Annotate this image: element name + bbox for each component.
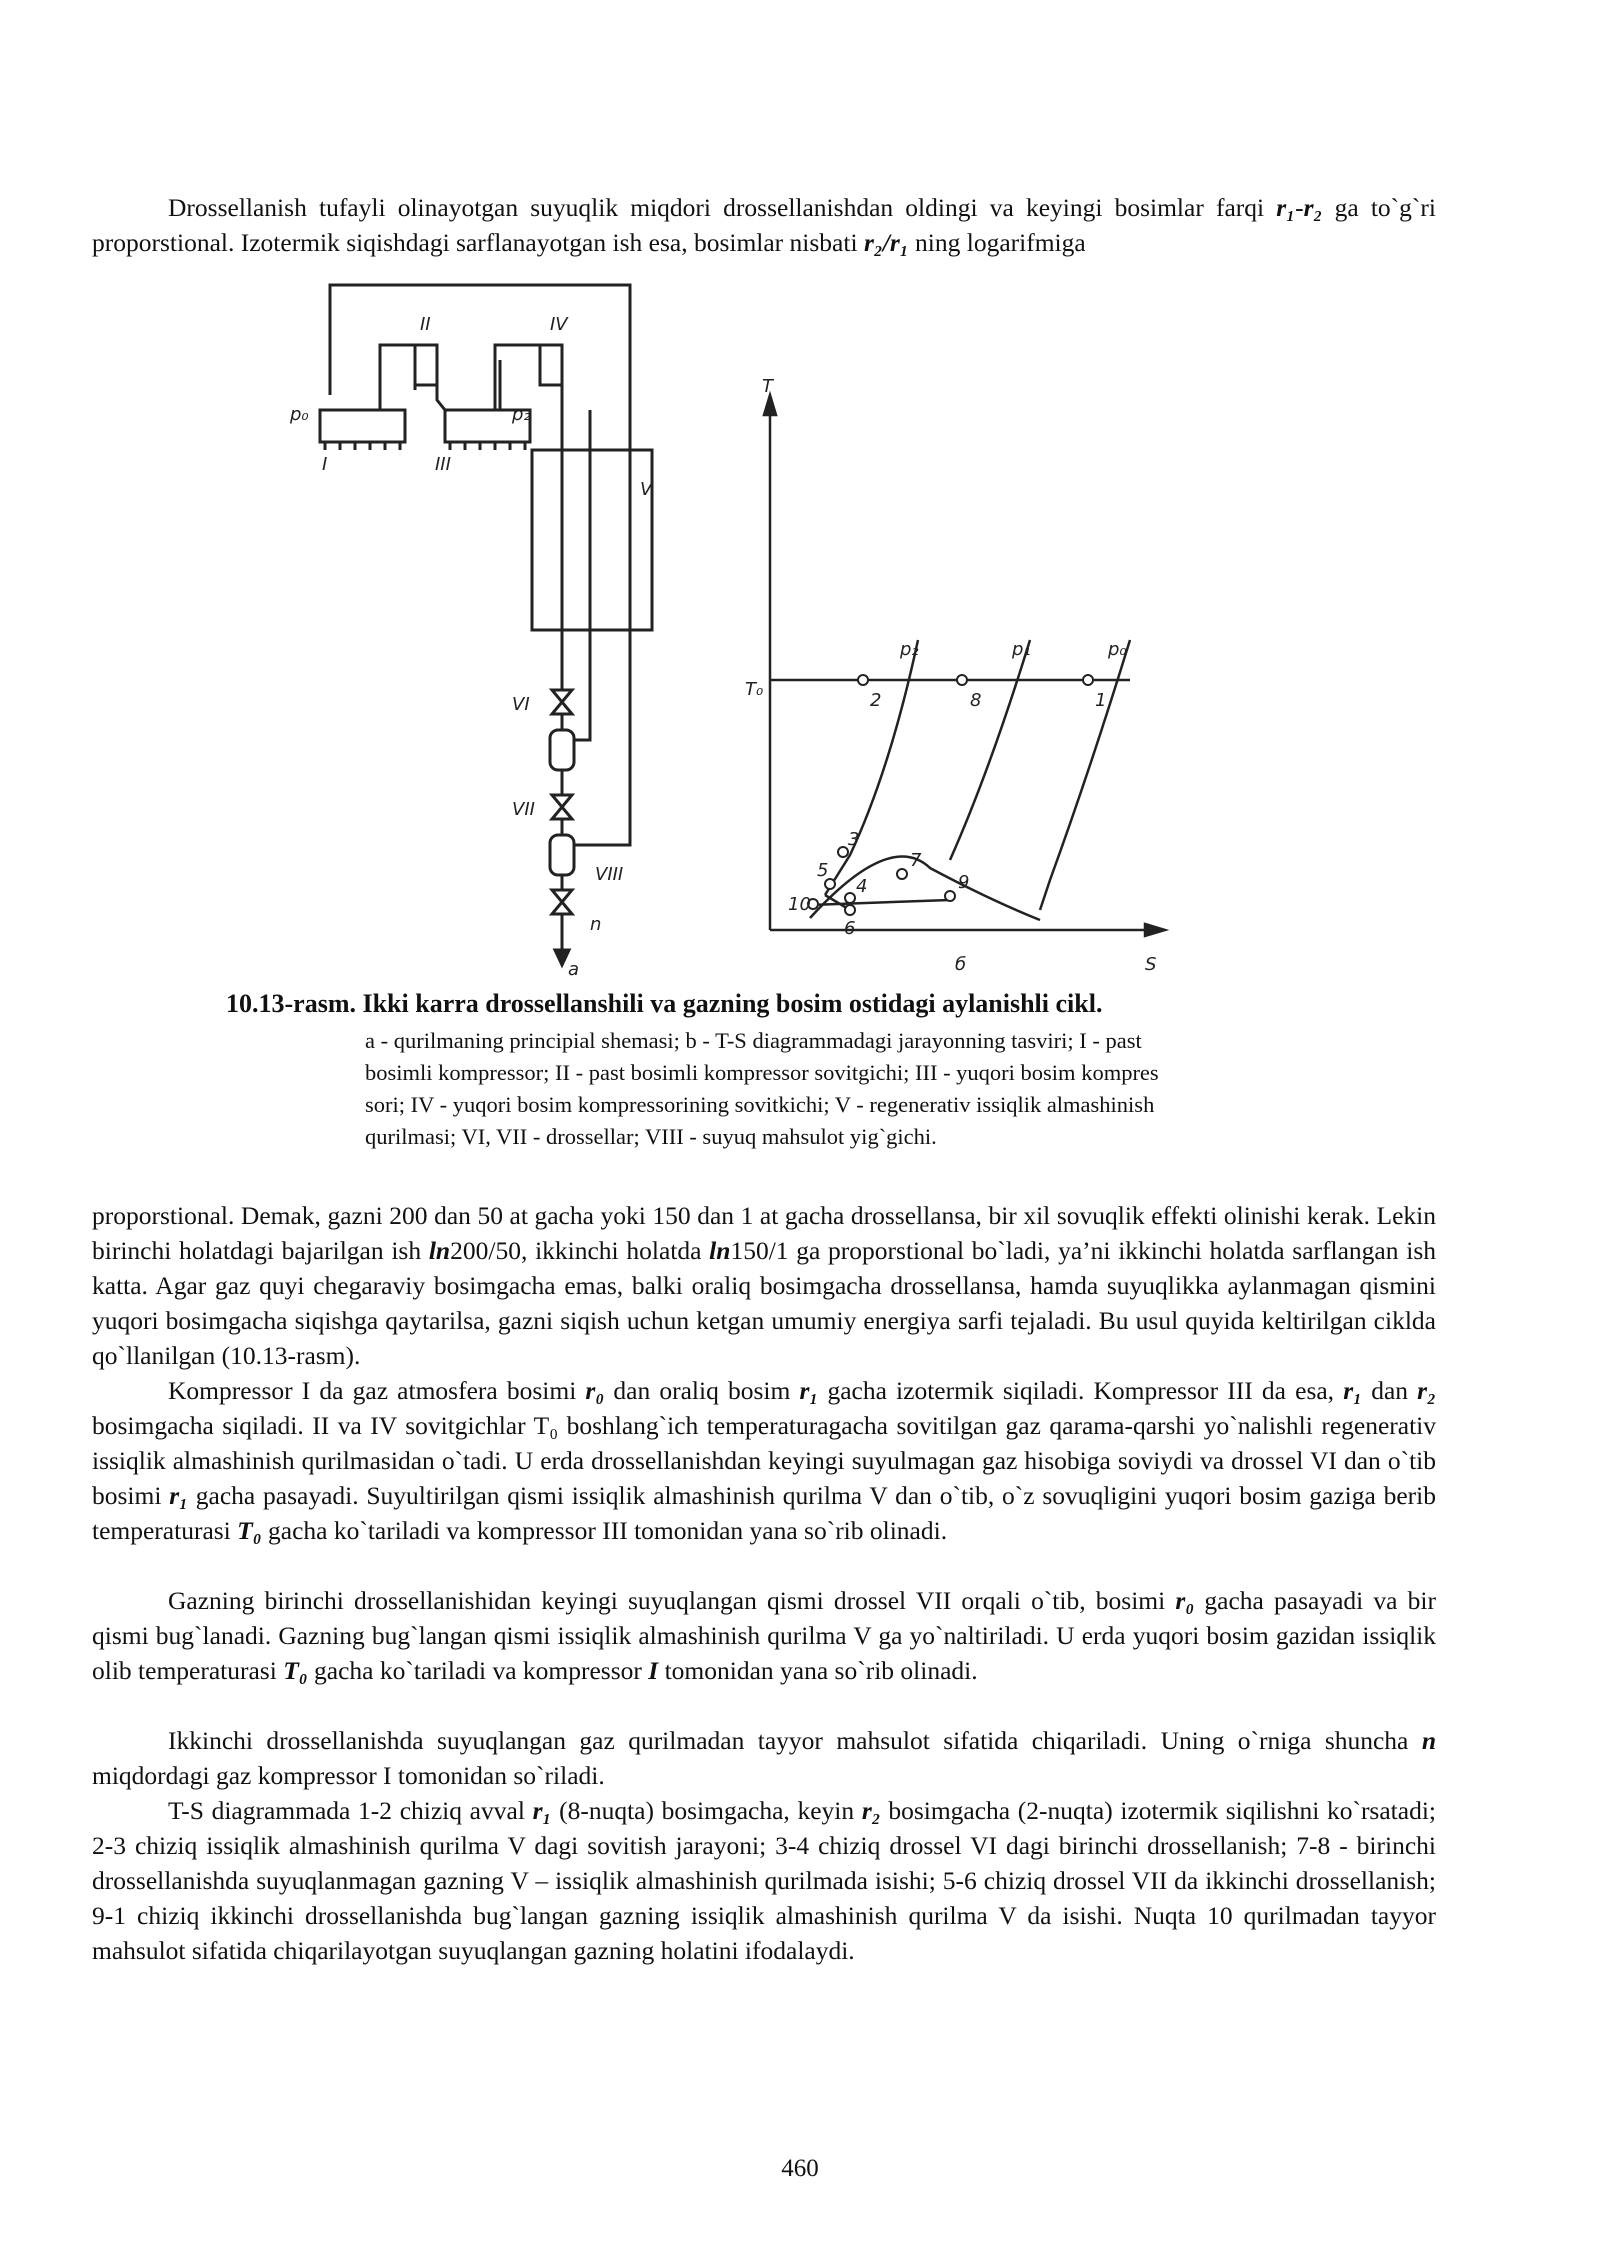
label-VII: VII: [512, 799, 535, 820]
label-V: V: [640, 479, 653, 500]
pt-7: 7: [910, 850, 922, 871]
pt-6: 6: [844, 918, 856, 939]
figure-caption-body: [365, 1025, 1355, 1153]
label-p0: p₀: [290, 404, 309, 425]
compressor-I: [320, 410, 405, 442]
paragraph-4: Gazning birinchi drossellanishidan keyingi suyuqlangan qismi drossel VII orqali o`tib, bosimi r₀ gacha pasayadi va bir qismi bug`lanadi. Gazning bug`langan qismi issiqlik almashinish qurilma V ga yo`naltiriladi. U erda yuqori bosim gazidan issiqlik olib temperaturasi T₀ gacha ko`tariladi va kompressor I tomonidan yana so`rib olinadi.: [92, 1586, 1436, 1685]
paragraph-2: proporstional. Demak, gazni 200 dan 50 at gacha yoki 150 dan 1 at gacha drossellansa, bir xil sovuqlik effekti olinishi kerak. Lekin birinchi holatdagi bajarilgan ish ln200/50, ikkinchi holatda ln150/1 ga proporstional bo`ladi, ya’ni ikkinchi holatda sarflangan ish katta. Agar gaz quyi chegaraviy bosimgacha emas, balki oraliq bosimgacha drossellansa, hamda suyuqlikka aylanmagan qismini yuqori bosimgacha siqishga qaytarilsa, gazni siqish uchun ketgan umumiy energiya sarfi tejaladi. Bu usul quyida keltirilgan ciklda qo`llanilgan (10.13-rasm).: [92, 1201, 1436, 1370]
pt-1: 1: [1095, 690, 1107, 711]
paragraph-5: Ikkinchi drossellanishda suyuqlangan gaz qurilmadan tayyor mahsulot sifatida chiqariladi. Uning o`rniga shuncha n miqdordagi gaz kompressor I tomonidan so`riladi.: [92, 1726, 1436, 1790]
caption-line-1: a - qurilmaning principial shemasi; b - T-S diagrammadagi jarayonning tasviri; I - past: [365, 1028, 1142, 1053]
cooler-IV-pipe: [495, 345, 540, 410]
axis-T-label: T: [762, 376, 773, 397]
figure-10-13: [250, 270, 1210, 985]
pt-8: 8: [970, 690, 982, 711]
axis-S-label: S: [1145, 954, 1157, 975]
collector-VIII: [550, 835, 574, 875]
T0-label: T₀: [745, 679, 764, 700]
label-VI: VI: [512, 694, 530, 715]
caption-line-4: qurilmasi; VI, VII - drossellar; VIII - suyuq mahsulot yig`gichi.: [365, 1124, 937, 1149]
cooler-II: [415, 345, 437, 385]
label-n: n: [590, 914, 602, 935]
figure-drawing: [250, 270, 1210, 980]
pt-2: 2: [870, 690, 882, 711]
caption-line-2: bosimli kompressor; II - past bosimli kompressor sovitgichi; III - yuqori bosim kompres: [365, 1060, 1159, 1085]
separator-1: [550, 730, 574, 770]
label-I: I: [322, 454, 328, 475]
paragraph-intro: Drossellanish tufayli olinayotgan suyuqlik miqdori drossellanishdan oldingi va keyingi bosimlar farqi r₁-r₂ ga to`g`ri proporstional. Izotermik siqishdagi sarflanayotgan ish esa, bosimlar nisbati r₂/r₁ ning logarifmiga: [92, 193, 1436, 257]
label-a: a: [568, 959, 580, 980]
pt-10: 10: [788, 894, 811, 915]
return-line: [330, 285, 630, 845]
pt-5: 5: [817, 860, 829, 881]
label-ts-p2: p₂: [900, 639, 919, 660]
pt-9: 9: [958, 872, 970, 893]
caption-line-3: sori; IV - yuqori bosim kompressorining sovitkichi; V - regenerativ issiqlik almashinish: [365, 1092, 1155, 1117]
label-IV: IV: [550, 314, 568, 335]
paragraph-6: T-S diagrammada 1-2 chiziq avval r₁ (8-nuqta) bosimgacha, keyin r₂ bosimgacha (2-nuqta) izotermik siqilishni ko`rsatadi; 2-3 chiziq issiqlik almashinish qurilma V dagi sovitish jarayoni; 3-4 chiziq drossel VI dagi birinchi drossellanish; 7-8 - birinchi drossellanishda suyuqlanmagan gazning V – issiqlik almashinish qurilmada isishi; 5-6 chiziq drossel VII da ikkinchi drossellanish; 9-1 chiziq ikkinchi drossellanishda bug`langan gazning issiqlik almashinish qurilma V da isishi. Nuqta 10 qurilmadan tayyor mahsulot sifatida chiqarilayotgan suyuqlangan gazning holatini ifodalaydi.: [92, 1796, 1436, 1965]
cooler-II-pipe: [380, 345, 415, 410]
label-b: б: [955, 954, 967, 975]
ts-diagram: [764, 395, 1165, 936]
paragraph-3: Kompressor I da gaz atmosfera bosimi r₀ dan oraliq bosim r₁ gacha izotermik siqiladi. Kompressor III da esa, r₁ dan r₂ bosimgacha siqiladi. II va IV sovitgichlar T₀ boshlang`ich temperaturagacha sovitilgan gaz qarama-qarshi yo`nalishli regenerativ issiqlik almashinish qurilmasidan o`tadi. U erda drossellanishdan keyingi suyulmagan gaz hisobiga soviydi va drossel VI dan o`tib bosimi r₁ gacha pasayadi. Suyultirilgan qismi issiqlik almashinish qurilma V dan o`tib, o`z sovuqligini yuqori bosim gaziga berib temperaturasi T₀ gacha ko`tariladi va kompressor III tomonidan yana so`rib olinadi.: [92, 1376, 1436, 1545]
pt-3: 3: [848, 829, 860, 850]
label-III: III: [435, 454, 451, 475]
label-II: II: [420, 314, 431, 335]
heat-exchanger-V: [532, 450, 652, 630]
figure-caption-title: 10.13-rasm. Ikki karra drossellanshili va gazning bosim ostidagi aylanishli cikl.: [226, 989, 1103, 1018]
pt-4: 4: [856, 876, 868, 897]
page-number: 460: [781, 2155, 819, 2182]
label-ts-p0: p₀: [1108, 639, 1127, 660]
cooler-IV: [540, 345, 562, 385]
label-VIII: VIII: [595, 864, 624, 885]
label-p2: p₂: [512, 404, 531, 425]
label-ts-p1: p₁: [1012, 639, 1031, 660]
